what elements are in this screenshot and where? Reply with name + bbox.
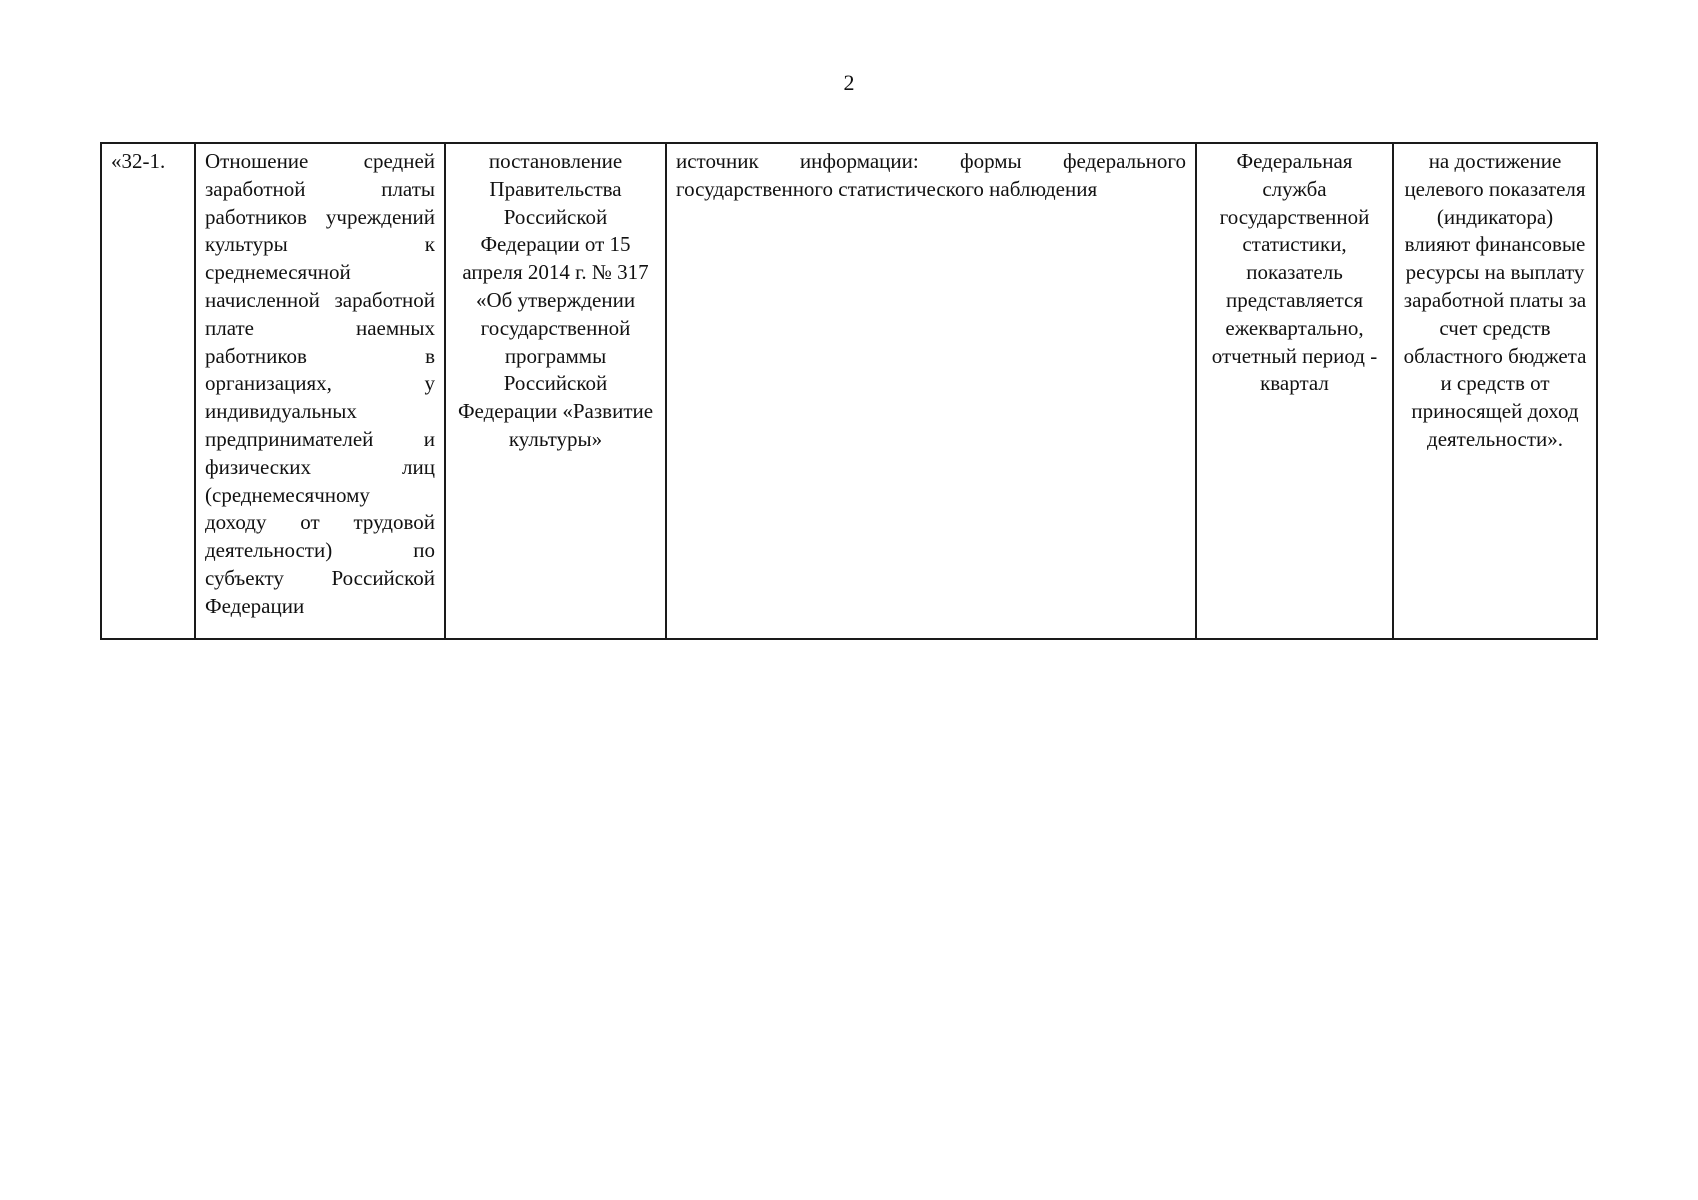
indicator-name-cell: Отношение средней заработной платы работников учреждений культуры к среднемесячной начисленной заработной плате наемных работников в организациях, у индивидуальных предпринимателей и физических лиц (среднемесячному доходу от трудовой деятельности) по субъекту Российской Федерации [195, 143, 445, 639]
data-source-cell: источник информации: формы федерального государственного статистического наблюдения [666, 143, 1196, 639]
legal-basis-cell: постановление Правительства Российской Федерации от 15 апреля 2014 г. № 317 «Об утверждении государственной программы Российской Федерации «Развитие культуры» [445, 143, 666, 639]
responsible-body-cell: Федеральная служба государственной статистики, показатель представляется ежеквартально, отчетный период - квартал [1196, 143, 1393, 639]
influencing-factors-cell: на достижение целевого показателя (индикатора) влияют финансовые ресурсы на выплату заработной платы за счет средств областного бюджета и средств от приносящей доход деятельности». [1393, 143, 1597, 639]
page-number: 2 [843, 70, 855, 95]
indicator-table [100, 142, 1598, 640]
table-row [101, 143, 1597, 639]
row-index-cell: «32-1. [101, 143, 195, 639]
